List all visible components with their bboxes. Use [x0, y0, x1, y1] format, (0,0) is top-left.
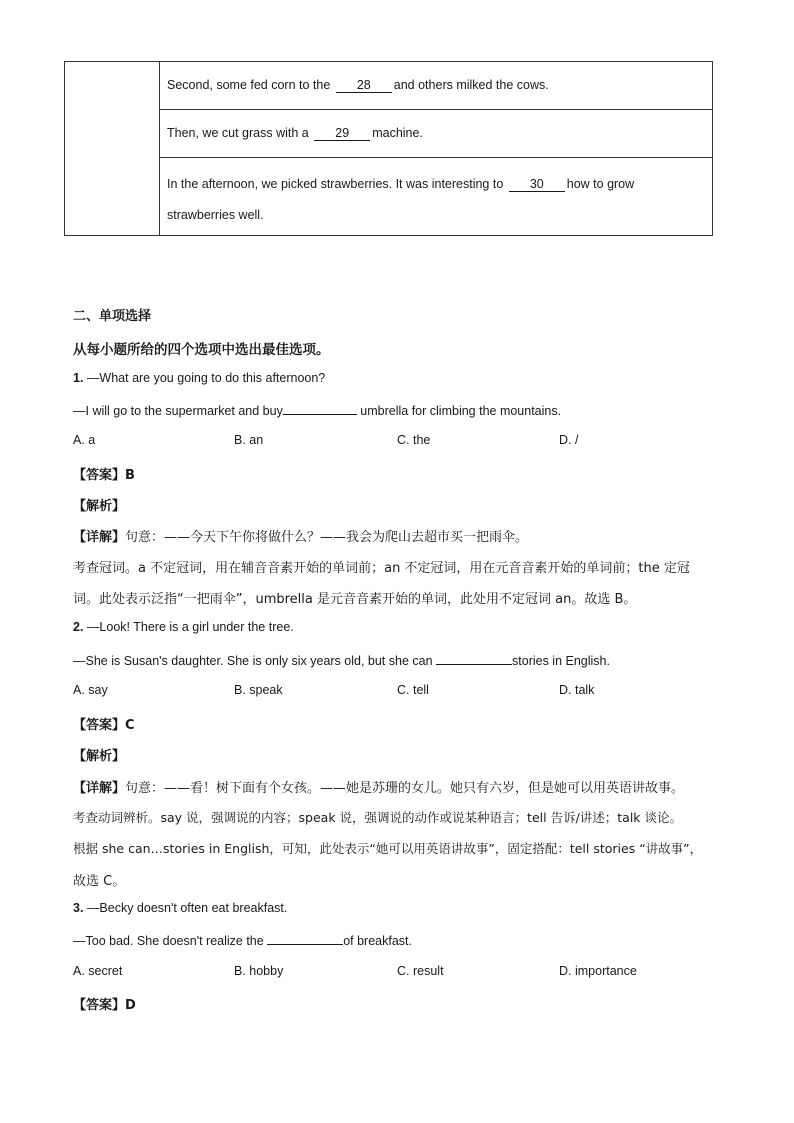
question-1-line2: —I will go to the supermarket and buy umbrella for climbing the mountains.	[73, 404, 562, 418]
question-1-line1: 1. —What are you going to do this afternoon?	[73, 371, 326, 385]
option-c: C. result	[397, 964, 444, 978]
detail-line: 【详解】句意：——今天下午你将做什么？——我会为爬山去超市买一把雨伞。	[73, 530, 529, 545]
option-c: C. tell	[397, 683, 429, 697]
row-text: In the afternoon, we picked strawberries. It was interesting to	[167, 177, 507, 191]
blank-30: 30	[509, 177, 565, 192]
detail-line: 【详解】句意：——看！树下面有个女孩。——她是苏珊的女儿。她只有六岁，但是她可以用英语讲故事。	[73, 781, 685, 796]
option-d: D. importance	[559, 964, 637, 978]
detail-line: 考查冠词。a 不定冠词，用在辅音音素开始的单词前；an 不定冠词，用在元音音素开始的单词前；the 定冠	[73, 561, 690, 576]
option-c: C. the	[397, 433, 431, 447]
question-2-line2: —She is Susan's daughter. She is only six years old, but she can stories in English.	[73, 654, 610, 668]
row-text: Second, some fed corn to the	[167, 78, 334, 92]
row-text: machine.	[372, 126, 423, 140]
row-text: Then, we cut grass with a	[167, 126, 313, 140]
question-2-line1: 2. —Look! There is a girl under the tree.	[73, 620, 294, 634]
option-a: A. secret	[73, 964, 123, 978]
table-row	[160, 110, 712, 158]
answer-value: D	[125, 998, 136, 1013]
section-heading: 二、单项选择	[73, 309, 152, 324]
row-text: how to grow	[566, 177, 635, 191]
row-text: and others milked the cows.	[393, 78, 549, 92]
table-row	[160, 158, 712, 236]
answer-value: B	[125, 468, 135, 483]
option-d: D. talk	[559, 683, 595, 697]
question-3-line2: —Too bad. She doesn't realize the of breakfast.	[73, 934, 412, 948]
section-instruction: 从每小题所给的四个选项中选出最佳选项。	[73, 342, 330, 358]
option-a: A. a	[73, 433, 96, 447]
detail-line: 考查动词辨析。say 说，强调说的内容；speak 说，强调说的动作或说某种语言；tell 告诉/讲述；talk 谈论。	[73, 810, 683, 825]
question-3-line1: 3. —Becky doesn't often eat breakfast.	[73, 901, 288, 915]
analysis-label: 【解析】	[73, 749, 126, 764]
detail-line: 词。此处表示泛指“一把雨伞”，umbrella 是元音音素开始的单词，此处用不定冠词 an。故选 B。	[73, 592, 637, 607]
table-left-column	[65, 62, 160, 235]
option-b: B. an	[234, 433, 264, 447]
answer-blank	[436, 652, 512, 665]
cloze-table	[64, 61, 713, 236]
answer-blank	[283, 402, 357, 415]
option-a: A. say	[73, 683, 108, 697]
detail-line: 根据 she can…stories in English，可知，此处表示“她可以用英语讲故事”，固定搭配：tell stories “讲故事”，	[73, 841, 703, 856]
answer-blank	[267, 932, 343, 945]
table-row	[160, 62, 712, 110]
detail-line: 故选 C。	[73, 874, 126, 889]
blank-29: 29	[314, 126, 370, 141]
answer-line: 【答案】D	[73, 998, 136, 1013]
option-b: B. hobby	[234, 964, 284, 978]
answer-line: 【答案】C	[73, 718, 135, 733]
row-text: strawberries well.	[167, 208, 264, 222]
blank-28: 28	[336, 78, 392, 93]
option-b: B. speak	[234, 683, 283, 697]
analysis-label: 【解析】	[73, 499, 126, 514]
answer-value: C	[125, 718, 135, 733]
option-d: D. /	[559, 433, 579, 447]
answer-line: 【答案】B	[73, 468, 135, 483]
